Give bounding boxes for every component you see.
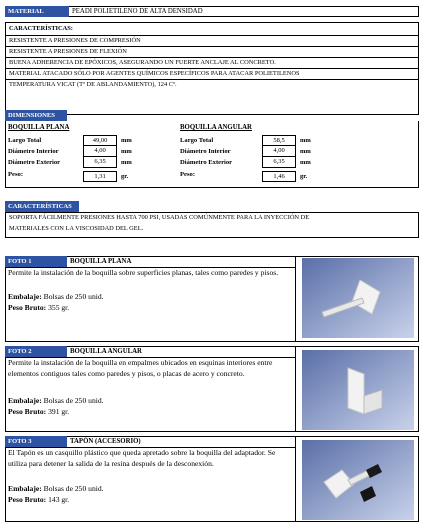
foto3-embalaje-label: Embalaje: (8, 484, 42, 493)
angular-unit-largo: mm (300, 137, 311, 144)
foto1-peso-value: 355 gr. (48, 303, 70, 312)
plana-label-peso: Peso: (8, 171, 24, 178)
foto1-peso (8, 303, 69, 314)
foto3-photo (302, 440, 414, 520)
foto2-num (5, 346, 67, 357)
plana-value-largo: 49,00 (83, 135, 117, 146)
boquilla-angular-image (302, 350, 414, 430)
foto3-vdivider (295, 436, 296, 522)
foto2-vdivider (295, 346, 296, 432)
plana-value-dext: 6,35 (83, 157, 117, 168)
foto3-peso (8, 495, 69, 506)
foto2-embalaje-value: Bolsas de 250 unid. (43, 396, 104, 405)
angular-label-dext: Diámetro Exterior (180, 159, 233, 166)
foto1-embalaje (8, 292, 104, 303)
tapon-image (302, 440, 414, 520)
angular-value-largo: 58,5 (262, 135, 296, 146)
angular-label-dint: Diámetro Interior (180, 148, 231, 155)
boquilla-plana-title: BOQUILLA PLANA (8, 124, 70, 131)
foto2-desc: Permite la instalación de la boquilla en empalmes ubicados en esquinas interiores entre elementos contiguos tales como paredes y pisos, o placas de acero y concreto. (8, 358, 273, 378)
foto1-photo (302, 258, 414, 338)
caracteristicas-box (5, 22, 419, 115)
dimensiones-header-label: DIMENSIONES (8, 112, 55, 119)
angular-value-dext: 6,35 (262, 157, 296, 168)
foto3-embalaje (8, 484, 104, 495)
foto1-vdivider (295, 256, 296, 342)
foto2-embalaje-label: Embalaje: (8, 396, 42, 405)
boquilla-angular-title: BOQUILLA ANGULAR (180, 124, 252, 131)
foto1-desc: Permite la instalación de la boquilla sobre superficies planas, tales como paredes y pisos. (8, 268, 279, 277)
caracteristicas-title (6, 23, 418, 36)
foto3-peso-value: 143 gr. (48, 495, 70, 504)
dimensiones-header (5, 110, 67, 121)
angular-value-dint: 4,00 (262, 146, 296, 157)
plana-label-dext: Diámetro Exterior (8, 159, 61, 166)
foto2-embalaje (8, 396, 104, 407)
foto3-num-text: FOTO 3 (8, 438, 32, 445)
foto2-peso-value: 391 gr. (48, 407, 70, 416)
plana-unit-largo: mm (121, 137, 132, 144)
caracteristicas2-box (5, 212, 419, 238)
foto2-peso-label: Peso Bruto: (8, 407, 47, 416)
caracteristicas2-header-label: CARACTERÍSTICAS (8, 203, 72, 210)
caracteristica-item: TEMPERATURA VICAT (Tº DE ABLANDAMIENTO), 124 Cº. (9, 81, 177, 88)
angular-unit-peso: gr. (300, 173, 308, 180)
foto1-num-text: FOTO 1 (8, 258, 32, 265)
foto3-num (5, 436, 67, 447)
angular-unit-dext: mm (300, 159, 311, 166)
caracteristica-item: BUENA ADHERENCIA DE EPÓXICOS, ASEGURANDO UN FUERTE ANCLAJE AL CONCRETO. (6, 58, 418, 69)
plana-unit-dext: mm (121, 159, 132, 166)
caracteristicas2-line2: MATERIALES CON LA VISCOSIDAD DEL GEL. (9, 224, 144, 232)
foto2-title: BOQUILLA ANGULAR (70, 348, 142, 355)
caracteristicas-title-text: CARACTERÍSTICAS: (9, 25, 73, 32)
caracteristica-item: RESISTENTE A PRESIONES DE FLEXIÓN (6, 47, 418, 58)
plana-unit-peso: gr. (121, 173, 129, 180)
angular-unit-dint: mm (300, 148, 311, 155)
foto2-num-text: FOTO 2 (8, 348, 32, 355)
caracteristicas2-header (5, 201, 79, 212)
foto2-photo (302, 350, 414, 430)
foto1-title: BOQUILLA PLANA (70, 258, 132, 265)
foto3-peso-label: Peso Bruto: (8, 495, 47, 504)
foto3-desc: El Tapón es un casquillo plástico que queda apretado sobre la boquilla del adaptador. Se utiliza para detener la salida de la resina después de la desconexión. (8, 448, 276, 468)
foto3-embalaje-value: Bolsas de 250 unid. (43, 484, 104, 493)
plana-value-dint: 4,00 (83, 146, 117, 157)
plana-unit-dint: mm (121, 148, 132, 155)
caracteristicas2-line1: SOPORTA FÁCILMENTE PRESIONES HASTA 700 PSI, USADAS COMÚNMENTE PARA LA INYECCIÓN DE (9, 214, 310, 221)
boquilla-plana-image (302, 258, 414, 338)
plana-label-largo: Largo Total (8, 137, 42, 144)
foto1-peso-label: Peso Bruto: (8, 303, 47, 312)
foto1-embalaje-value: Bolsas de 250 unid. (43, 292, 104, 301)
angular-label-peso: Peso: (180, 171, 196, 178)
angular-value-peso: 1,46 (262, 171, 296, 182)
caracteristica-item: RESISTENTE A PRESIONES DE COMPRESIÓN (6, 36, 418, 47)
material-value-box (69, 6, 419, 17)
plana-value-peso: 1,31 (83, 171, 117, 182)
foto1-num (5, 256, 67, 267)
material-value: PEADI POLIETILENO DE ALTA DENSIDAD (72, 8, 203, 15)
angular-label-largo: Largo Total (180, 137, 214, 144)
foto1-embalaje-label: Embalaje: (8, 292, 42, 301)
plana-label-dint: Diámetro Interior (8, 148, 59, 155)
caracteristica-item: MATERIAL ATACADO SÓLO POR AGENTES QUÍMICOS ESPECÍFICOS PARA ATACAR POLIETILENOS (6, 69, 418, 80)
foto2-peso (8, 407, 69, 418)
material-header-label: MATERIAL (8, 8, 44, 15)
foto3-title: TAPÓN (ACCESORIO) (70, 438, 141, 445)
material-header (5, 6, 69, 17)
